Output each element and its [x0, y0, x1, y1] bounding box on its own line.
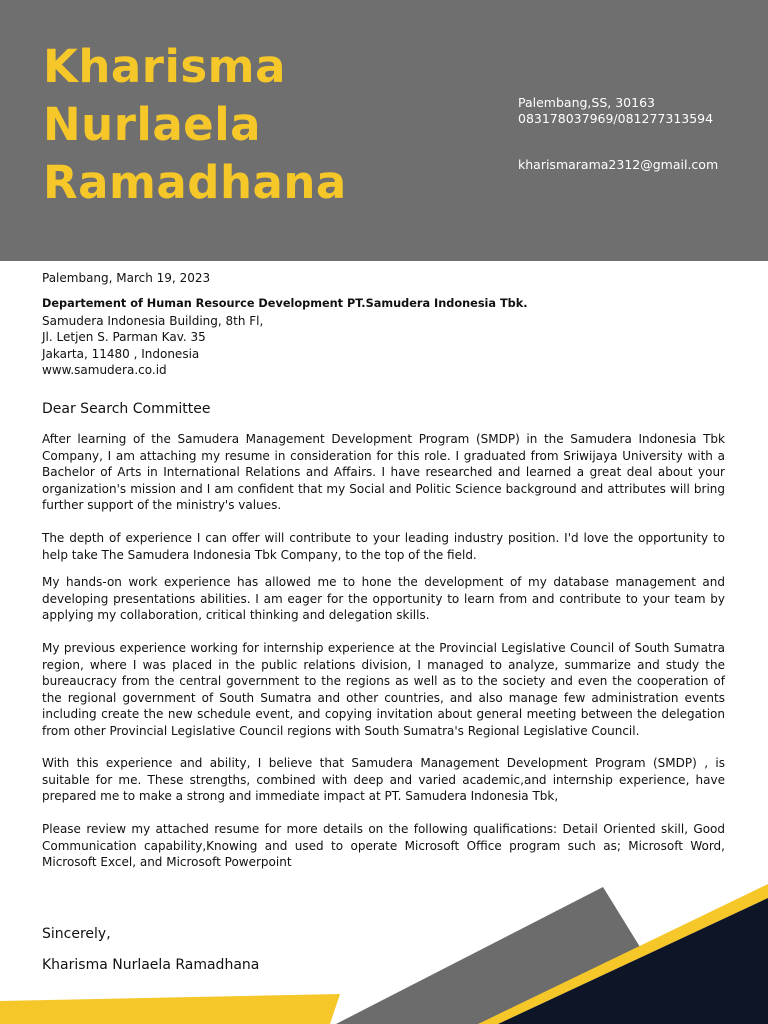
recipient-organization: Departement of Human Resource Development PT.Samudera Indonesia Tbk. [42, 297, 528, 310]
recipient-street: Jl. Letjen S. Parman Kav. 35 [42, 330, 206, 344]
body-paragraph-4: My previous experience working for internship experience at the Provincial Legislative Council of South Sumatra region, where I was placed in the public relations division, I managed to analyze, summarize and study the bureaucracy from the central government to the regions as well as to the society and even the cooperation of the regional government of South Sumatra and other countries, and also manage few administration events including create the new schedule event, and copying invitation about general meeting between the delegation from other Provincial Legislative Council regions with South Sumatra's Regional Legislative Council. [42, 641, 725, 738]
body-paragraph-6: Please review my attached resume for more details on the following qualifications: Detail Oriented skill, Good Communication capability,Knowing and used to operate Microsoft Office program such as; Microsoft Word, Microsoft Excel, and Microsoft Powerpoint [42, 822, 725, 869]
letter-date: Palembang, March 19, 2023 [42, 271, 211, 285]
recipient-block [42, 296, 725, 379]
yellow-bottom-band [0, 994, 340, 1024]
salutation: Dear Search Committee [42, 401, 211, 417]
body-paragraph-5: With this experience and ability, I believe that Samudera Management Development Program (SMDP) , is suitable for me. These strengths, combined with deep and varied academic,and internship experience, have prepared me to make a strong and immediate impact at PT. Samudera Indonesia Tbk, [42, 756, 725, 803]
name-line-last: Ramadhana [43, 156, 347, 209]
recipient-building: Samudera Indonesia Building, 8th Fl, [42, 313, 264, 328]
contact-phone: 083178037969/081277313594 [518, 111, 714, 126]
signer-name: Kharisma Nurlaela Ramadhana [42, 957, 260, 973]
body-paragraph-1: After learning of the Samudera Management Development Program (SMDP) in the Samudera Indonesia Tbk Company, I am attaching my resume in consideration for this role. I graduated from Sriwijaya University with a Bachelor of Arts in International Relations and Affairs. I have researched and learned a great deal about your organization's mission and I am confident that my Social and Politic Science background and attributes will bring further support of the ministry's values. [42, 432, 725, 512]
applicant-name [43, 38, 347, 212]
contact-address: Palembang,SS, 30163 [518, 95, 655, 110]
yellow-diagonal-stripe [478, 884, 768, 1024]
recipient-city: Jakarta, 11480 , Indonesia [42, 346, 200, 361]
closing: Sincerely, [42, 926, 111, 942]
name-line-middle: Nurlaela [43, 98, 261, 151]
recipient-website: www.samudera.co.id [42, 363, 167, 377]
header-banner [0, 0, 768, 261]
body-paragraph-3: My hands-on work experience has allowed me to hone the development of my database management and developing presentations abilities. I am eager for the opportunity to learn from and contribute to your team by applying my collaboration, critical thinking and delegation skills. [42, 575, 725, 622]
name-line-first: Kharisma [43, 40, 286, 93]
contact-email: kharismarama2312@gmail.com [518, 157, 719, 172]
body-paragraph-2: The depth of experience I can offer will contribute to your leading industry position. I'd love the opportunity to help take The Samudera Indonesia Tbk Company, to the top of the field. [42, 531, 725, 562]
